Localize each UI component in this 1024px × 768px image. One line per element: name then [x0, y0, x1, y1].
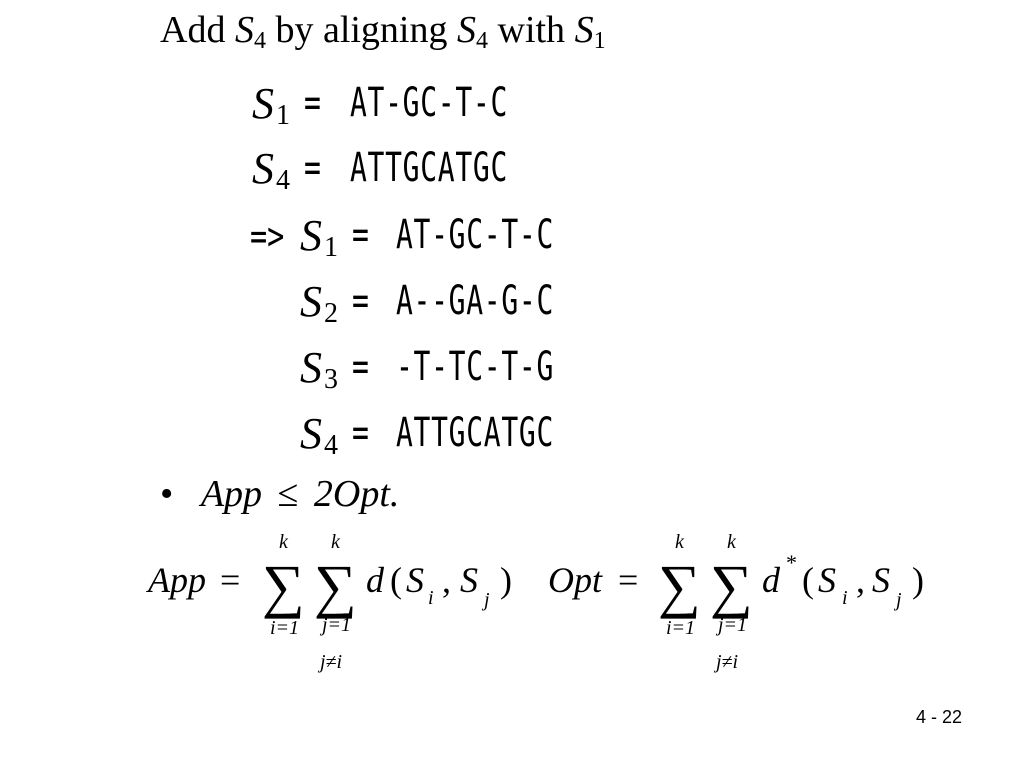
opt-sub-i: i: [842, 587, 848, 609]
sequence-label-sub: 2: [324, 298, 338, 329]
app-sigma-j-upper: k: [331, 531, 340, 553]
bullet-app: App: [200, 473, 263, 515]
heading-with: with: [497, 9, 566, 51]
app-sigma-j-lower: j=1: [322, 614, 352, 636]
sequence-label: S: [300, 211, 322, 260]
bullet-le-symbol: ≤: [277, 473, 299, 515]
app-eq: =: [220, 560, 241, 600]
app-formula: [146, 531, 512, 673]
opt-sigma-j-condition: j≠i: [716, 651, 739, 673]
opt-sub-j: j: [896, 589, 902, 611]
app-sub-j: j: [484, 589, 490, 611]
opt-lhs: Opt: [548, 560, 602, 600]
opt-sigma-i: ∑: [658, 553, 701, 619]
opt-open-paren: (: [802, 560, 814, 600]
sequence-label-sub: 4: [276, 165, 290, 196]
app-comma: ,: [442, 560, 451, 600]
opt-star: *: [786, 550, 797, 575]
equals-sign: =: [352, 410, 370, 456]
sequence-label-sub: 4: [324, 430, 338, 461]
app-sigma-i-upper: k: [279, 531, 288, 553]
sequence-label-sub: 3: [324, 364, 338, 395]
app-close-paren: ): [500, 560, 512, 600]
equals-sign: =: [352, 278, 370, 324]
opt-formula: [548, 531, 924, 673]
opt-s-j: S: [872, 560, 890, 600]
sequence-label: S: [252, 144, 274, 193]
opt-sigma-i-lower: i=1: [666, 617, 696, 639]
app-sigma-i-lower: i=1: [270, 617, 300, 639]
implication-arrow: =>: [250, 214, 285, 258]
heading-s4-symbol-2: $S_4$: [457, 9, 488, 54]
opt-sigma-i-upper: k: [675, 531, 684, 553]
sequence-text: AT-GC-T-C: [350, 80, 509, 126]
heading-add: Add: [160, 9, 226, 51]
opt-s-i: S: [818, 560, 836, 600]
opt-comma: ,: [856, 560, 865, 600]
opt-close-paren: ): [912, 560, 924, 600]
sequence-label: S: [300, 409, 322, 458]
opt-d: d: [762, 560, 780, 600]
sequence-label: S: [300, 343, 322, 392]
sequence-label: S: [300, 277, 322, 326]
app-s-i: S: [406, 560, 424, 600]
app-sigma-j: ∑: [314, 553, 357, 619]
opt-sigma-j-lower: j=1: [718, 614, 748, 636]
app-d: d: [366, 560, 384, 600]
heading-s4-symbol: $S_4$: [234, 9, 266, 54]
app-s-j: S: [460, 560, 478, 600]
formula-area: [0, 520, 1024, 680]
equals-sign: =: [352, 212, 370, 258]
heading-by-aligning: by aligning: [275, 9, 448, 51]
app-lhs: App: [148, 560, 206, 600]
app-sigma-j-condition: j≠i: [320, 651, 343, 673]
bullet-rhs: 2Opt.: [313, 473, 400, 515]
bullet-dot: •: [160, 473, 174, 515]
sequence-text: AT-GC-T-C: [396, 212, 555, 258]
app-sub-i: i: [428, 587, 434, 609]
slide-heading: [160, 8, 606, 55]
equals-sign: =: [304, 80, 322, 126]
equals-sign: =: [352, 344, 370, 390]
app-open-paren: (: [390, 560, 402, 600]
sequence-text: A--GA-G-C: [396, 278, 555, 324]
sequence-text: ATTGCATGC: [350, 145, 509, 191]
sequence-text: ATTGCATGC: [396, 410, 555, 456]
opt-eq: =: [618, 560, 639, 600]
app-sigma-i: ∑: [262, 553, 305, 619]
bullet-app-le-2opt: [160, 472, 399, 516]
opt-sigma-j: ∑: [710, 553, 753, 619]
sequence-label-sub: 1: [324, 232, 338, 263]
equals-sign: =: [304, 145, 322, 191]
heading-s1-symbol: $S_1$: [574, 9, 606, 54]
sequence-label: S: [252, 79, 274, 128]
page-number: 4 - 22: [915, 707, 962, 727]
sequence-label-sub: 1: [276, 100, 290, 131]
sequence-text: -T-TC-T-G: [396, 344, 555, 390]
opt-sigma-j-upper: k: [727, 531, 736, 553]
